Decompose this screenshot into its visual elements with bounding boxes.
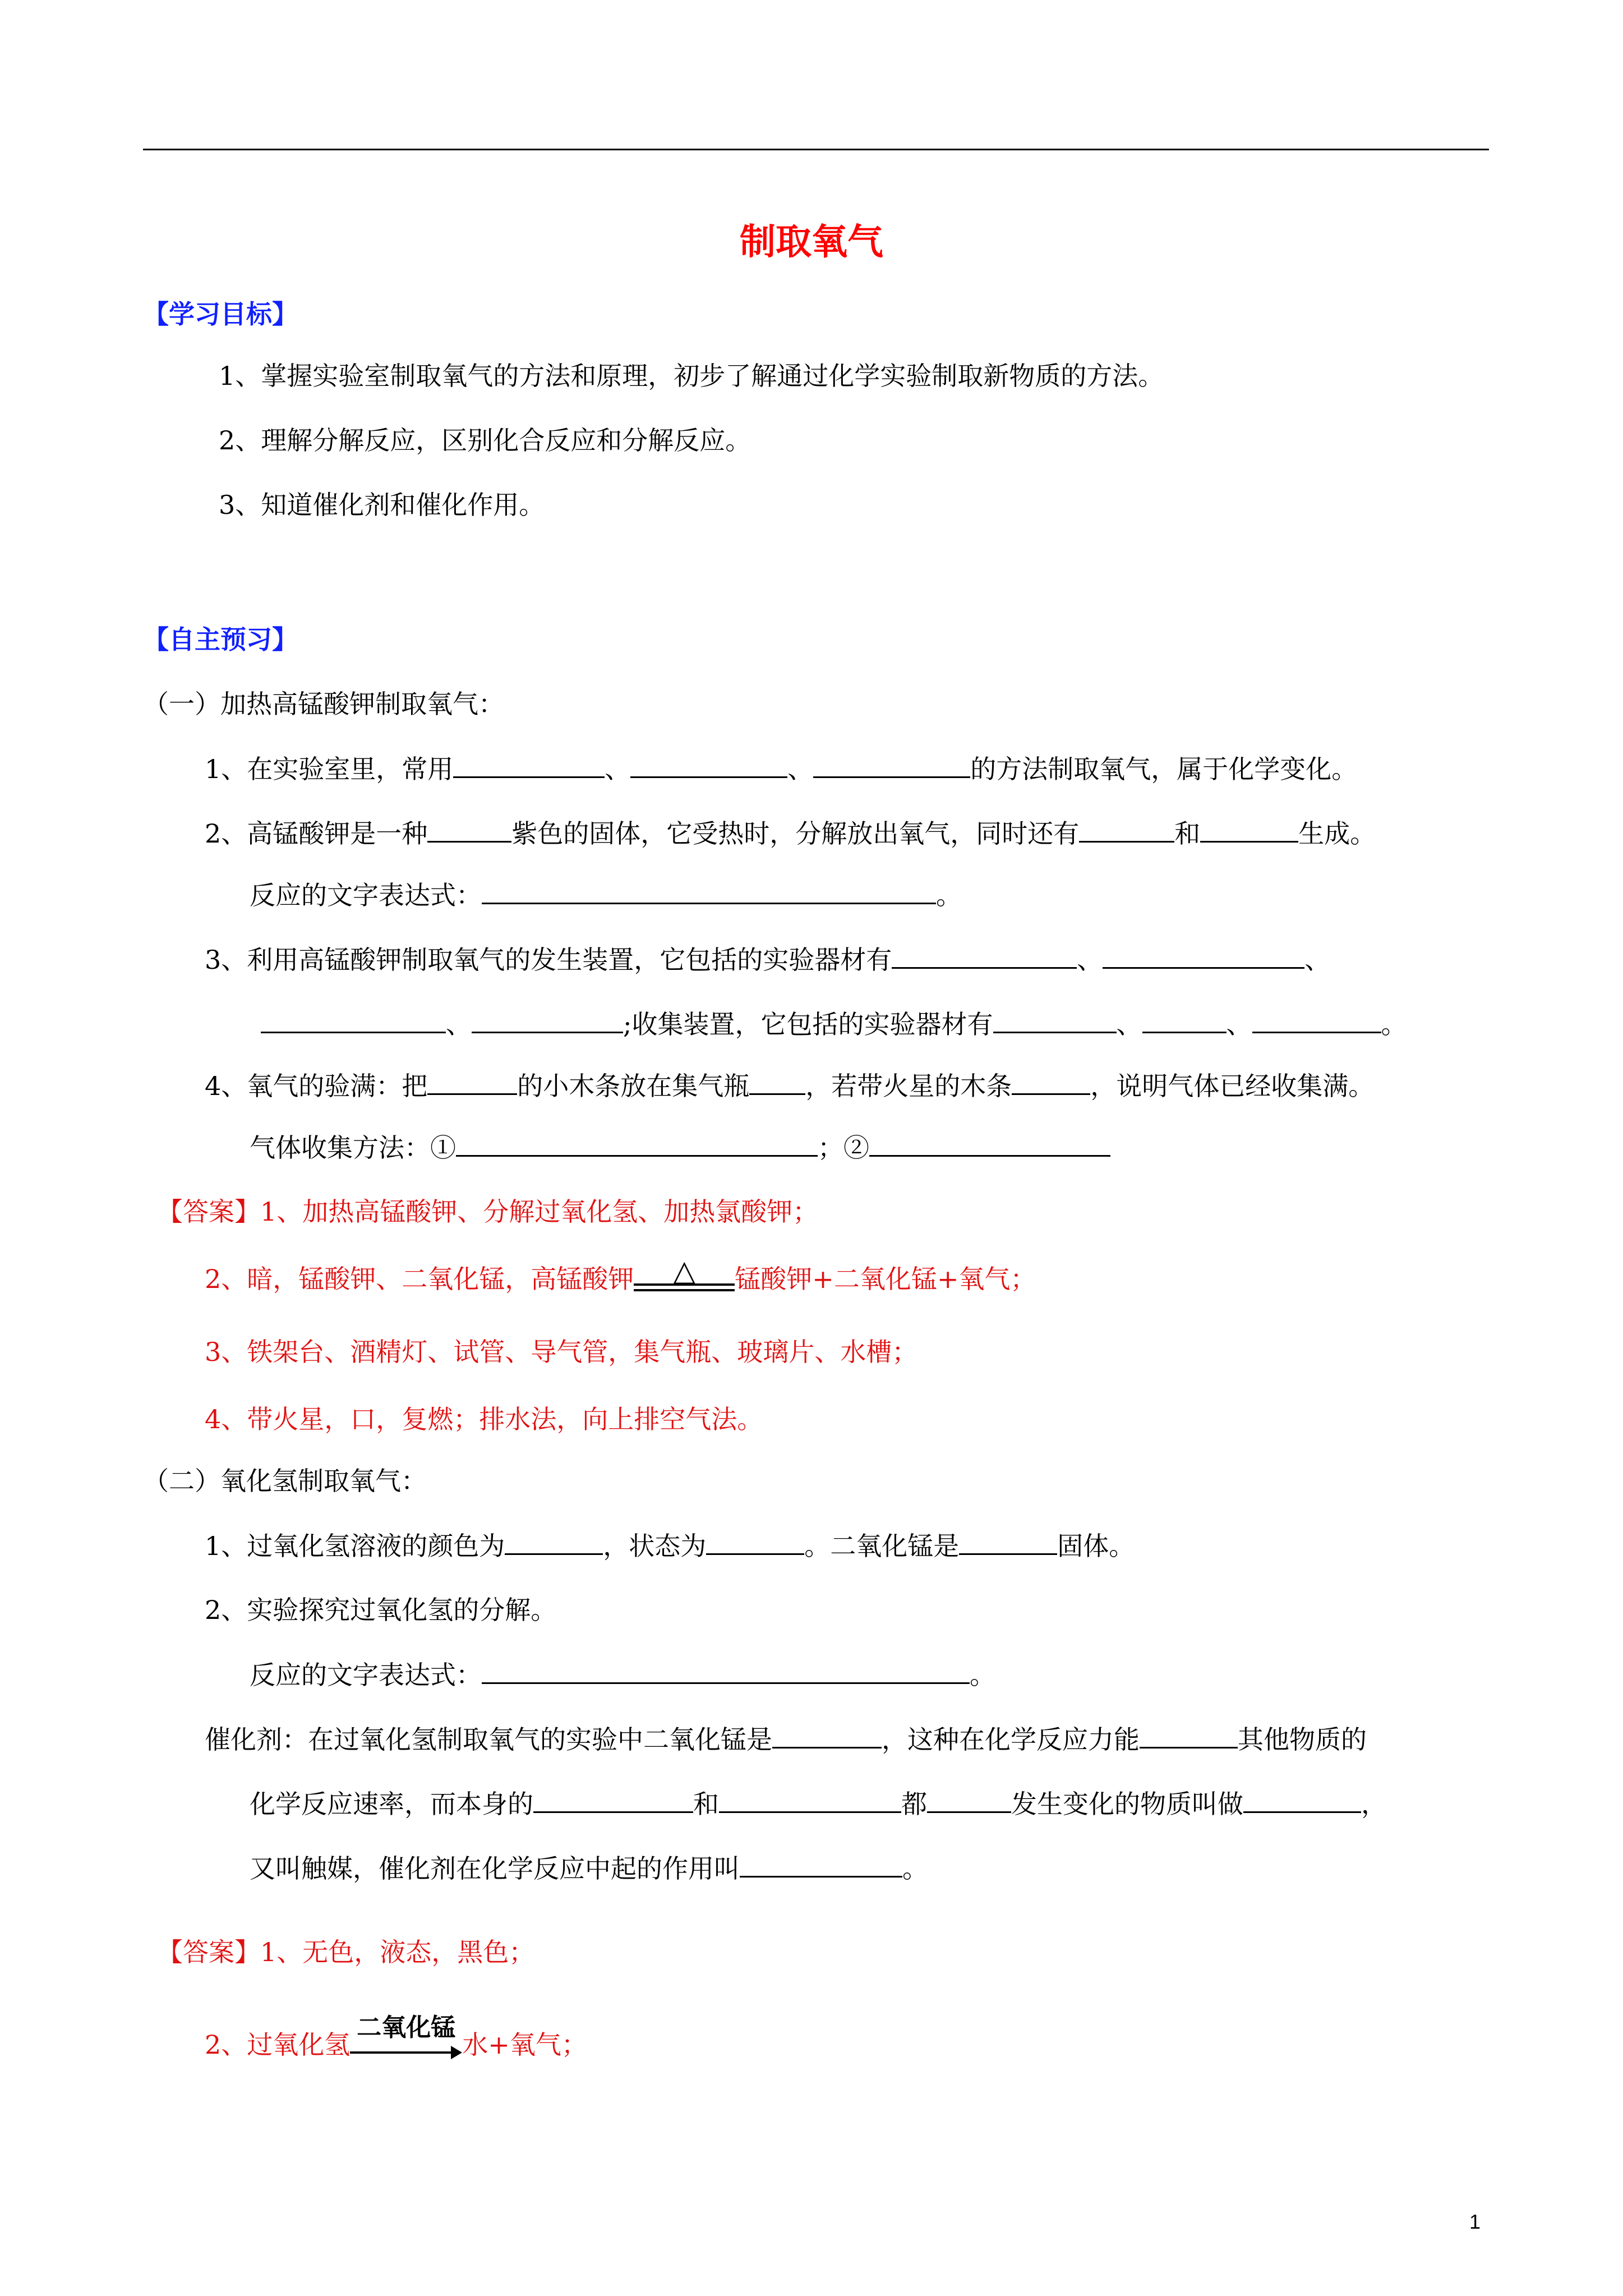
part1-question-4-methods	[250, 1130, 1110, 1165]
page-number: 1	[1469, 2210, 1481, 2233]
q2-text-a: 2、高锰酸钾是一种	[205, 818, 428, 849]
goal-item-2: 2、理解分解反应，区别化合反应和分解反应。	[219, 425, 751, 455]
cat2-text-a: 化学反应速率，而本身的	[250, 1789, 533, 1819]
cat-text-b: ，这种在化学反应力能	[882, 1724, 1140, 1755]
q3b-sep-3: 、	[1226, 1009, 1252, 1039]
cat2-text-b: 和	[693, 1789, 719, 1819]
answer-blank[interactable]	[427, 1069, 517, 1095]
answer-label: 【答案】	[157, 1197, 260, 1227]
q2-text-c: 和	[1174, 818, 1201, 849]
answer-blank[interactable]	[749, 1069, 805, 1095]
answer2-text-2a: 2、过氧化氢	[205, 2030, 351, 2060]
answer1-text-2a: 2、暗，锰酸钾、二氧化锰，高锰酸钾	[205, 1264, 634, 1294]
part1-question-2	[205, 816, 1376, 850]
answer-blank[interactable]	[1103, 942, 1304, 969]
catalyst-label: 二氧化锰	[357, 2013, 456, 2042]
answer-blank[interactable]	[1200, 816, 1298, 843]
heat-symbol: △	[673, 1254, 696, 1288]
answer-blank[interactable]	[261, 1007, 446, 1033]
part1-question-3-cont	[261, 1007, 1407, 1041]
answer1-line-4: 4、带火星，口，复燃；排水法，向上排空气法。	[205, 1404, 763, 1434]
answer-label-2: 【答案】	[157, 1937, 260, 1967]
answer1-line-2	[205, 1254, 1036, 1298]
answer1-text-2b: 锰酸钾+二氧化锰+氧气；	[735, 1264, 1036, 1294]
answer-blank[interactable]	[630, 752, 787, 778]
answer2-line-1	[157, 1935, 534, 1969]
q4-text-b: 的小木条放在集气瓶	[517, 1071, 750, 1101]
catalyst-line-2	[250, 1787, 1387, 1821]
part1-title: （一）加热高锰酸钾制取氧气：	[143, 689, 504, 719]
answer-blank[interactable]	[719, 1787, 901, 1813]
answer-blank[interactable]	[1079, 816, 1174, 843]
answer-blank[interactable]	[772, 1722, 882, 1749]
part2-question-1	[205, 1529, 1135, 1563]
goals-heading: 【学习目标】	[143, 299, 298, 329]
answer2-text-1: 1、无色，液态，黑色；	[260, 1937, 535, 1967]
methods-text-b: ；②	[818, 1133, 869, 1163]
answer-blank[interactable]	[740, 1851, 902, 1878]
part2-question-2: 2、实验探究过氧化氢的分解。	[205, 1595, 557, 1625]
answer-blank[interactable]	[892, 942, 1077, 969]
answer2-line-2	[205, 2013, 587, 2064]
equation-end-2: 。	[970, 1660, 995, 1690]
cat3-text-a: 又叫触媒，催化剂在化学反应中起的作用叫	[250, 1853, 740, 1884]
answer-blank[interactable]	[472, 1007, 623, 1033]
cat-text-a: 催化剂：在过氧化氢制取氧气的实验中二氧化锰是	[205, 1724, 772, 1755]
answer1-line-1	[157, 1195, 818, 1228]
answer-blank[interactable]	[813, 752, 970, 778]
p2q1-text-b: ，状态为	[603, 1531, 707, 1561]
cat2-text-e: ，	[1361, 1789, 1387, 1819]
answer-blank[interactable]	[427, 816, 511, 843]
q4-text-c: ，若带火星的木条	[805, 1071, 1012, 1101]
answer-blank[interactable]	[453, 752, 605, 778]
answer-blank[interactable]	[869, 1130, 1110, 1157]
answer-blank[interactable]	[959, 1529, 1057, 1555]
part2-question-2-equation	[250, 1658, 995, 1692]
q3-text-a: 3、利用高锰酸钾制取氧气的发生装置，它包括的实验器材有	[205, 945, 892, 975]
part1-question-3	[205, 942, 1330, 977]
q1-sep-2: 、	[787, 754, 814, 784]
methods-text-a: 气体收集方法：①	[250, 1133, 456, 1163]
preview-heading: 【自主预习】	[143, 624, 298, 655]
q1-sep-1: 、	[605, 754, 631, 784]
answer2-text-2b: 水+氧气；	[462, 2030, 587, 2060]
q4-text-a: 4、氧气的验满：把	[205, 1071, 428, 1101]
q1-text-b: 的方法制取氧气，属于化学变化。	[970, 754, 1358, 784]
answer-blank[interactable]	[993, 1007, 1117, 1033]
answer-blank[interactable]	[482, 1658, 970, 1684]
answer-blank[interactable]	[505, 1529, 603, 1555]
catalyst-arrow	[350, 2013, 462, 2064]
answer-blank[interactable]	[1252, 1007, 1381, 1033]
answer1-line-3: 3、铁架台、酒精灯、试管、导气管，集气瓶、玻璃片、水槽；	[205, 1337, 918, 1367]
equation-label-2: 反应的文字表达式：	[250, 1660, 482, 1690]
q3b-sep-1: 、	[446, 1009, 472, 1039]
equation-end: 。	[936, 880, 962, 910]
cat2-text-c: 都	[901, 1789, 927, 1819]
answer-blank[interactable]	[927, 1787, 1011, 1813]
q1-text-a: 1、在实验室里，常用	[205, 754, 454, 784]
answer1-text-1: 1、加热高锰酸钾、分解过氧化氢、加热氯酸钾；	[260, 1197, 819, 1227]
q2-text-d: 生成。	[1298, 818, 1376, 849]
p2q1-text-c: 。二氧化锰是	[804, 1531, 960, 1561]
header-rule	[143, 149, 1489, 150]
goal-item-3: 3、知道催化剂和催化作用。	[219, 490, 545, 520]
q3b-text-b: ;收集装置，它包括的实验器材有	[623, 1009, 993, 1039]
cat-text-c: 其他物质的	[1238, 1724, 1367, 1755]
goal-item-1: 1、掌握实验室制取氧气的方法和原理，初步了解通过化学实验制取新物质的方法。	[219, 361, 1164, 391]
part1-question-4	[205, 1069, 1374, 1103]
q3-sep-1: 、	[1077, 945, 1103, 975]
cat3-text-b: 。	[902, 1853, 928, 1884]
answer-blank[interactable]	[1142, 1007, 1227, 1033]
answer-blank[interactable]	[1012, 1069, 1090, 1095]
answer-blank[interactable]	[1243, 1787, 1361, 1813]
page-title: 制取氧气	[740, 221, 883, 263]
answer-blank[interactable]	[1140, 1722, 1238, 1749]
catalyst-line-3	[250, 1851, 928, 1885]
p2q1-text-a: 1、过氧化氢溶液的颜色为	[205, 1531, 505, 1561]
answer-blank[interactable]	[533, 1787, 693, 1813]
answer-blank[interactable]	[706, 1529, 804, 1555]
catalyst-line-1	[205, 1722, 1367, 1756]
answer-blank[interactable]	[456, 1130, 818, 1157]
q3-sep-2: 、	[1304, 945, 1331, 975]
p2q1-text-d: 固体。	[1057, 1531, 1135, 1561]
q3b-end: 。	[1381, 1009, 1407, 1039]
q3b-sep-2: 、	[1116, 1009, 1142, 1039]
answer-blank[interactable]	[482, 878, 936, 904]
q4-text-d: ，说明气体已经收集满。	[1090, 1071, 1375, 1101]
part2-title: （二）氧化氢制取氧气：	[143, 1466, 427, 1496]
heating-condition-sign	[634, 1254, 735, 1298]
part1-question-2-equation	[250, 878, 962, 912]
cat2-text-d: 发生变化的物质叫做	[1011, 1789, 1243, 1819]
q2-text-b: 紫色的固体，它受热时，分解放出氧气，同时还有	[511, 818, 1080, 849]
part1-question-1	[205, 752, 1357, 786]
equation-label: 反应的文字表达式：	[250, 880, 482, 910]
